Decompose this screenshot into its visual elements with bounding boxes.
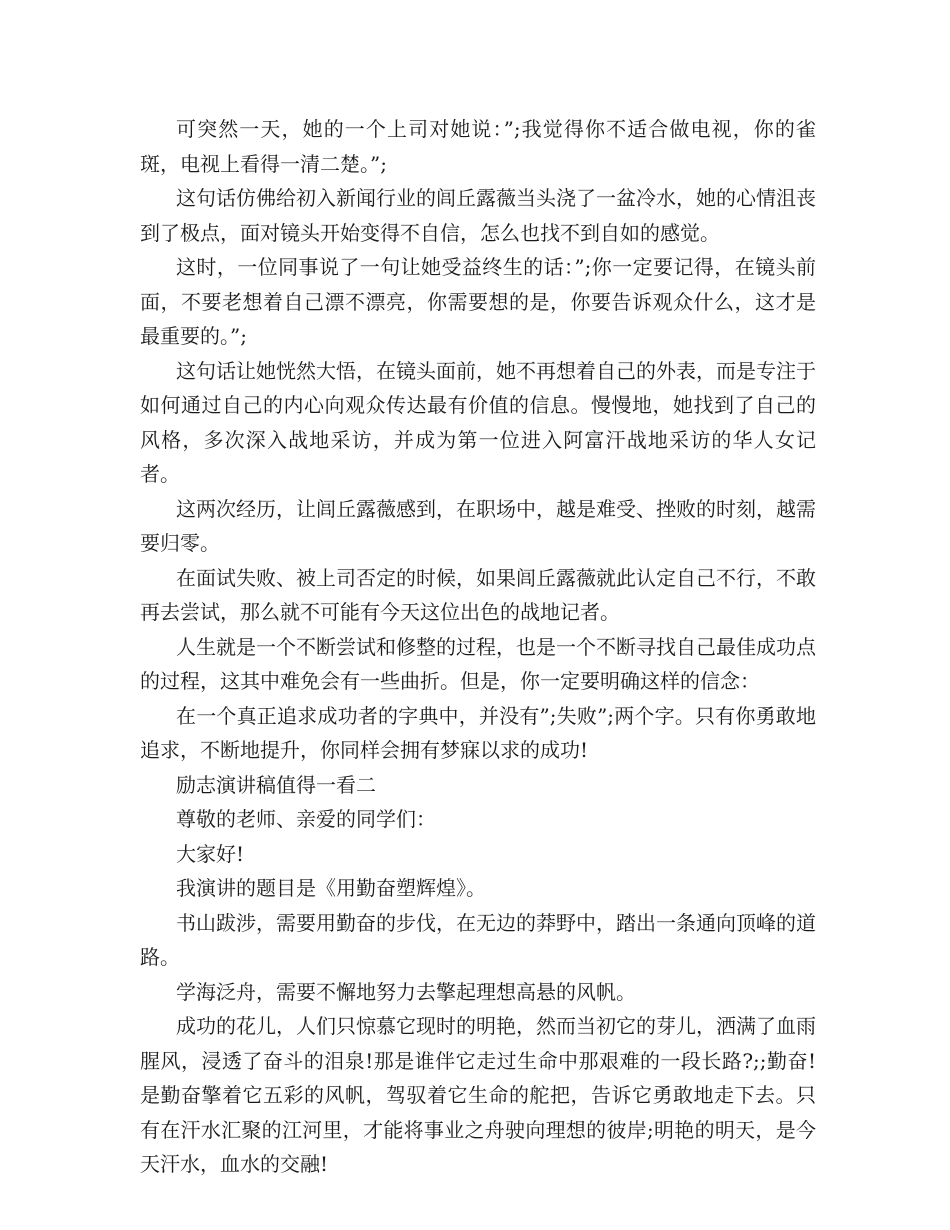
paragraph: 成功的花儿，人们只惊慕它现时的明艳，然而当初它的芽儿，洒满了血雨腥风，浸透了奋斗的泪泉!那是谁伴它走过生命中那艰难的一段长路?;;勤奋!是勤奋擎着它五彩的风帆，驾驭着它生命的舵把，告诉它勇敢地走下去。只有在汗水汇聚的江河里，才能将事业之舟驶向理想的彼岸;明艳的明天，是今天汗水，血水的交融!: [140, 1014, 816, 1176]
paragraph: 这时，一位同事说了一句让她受益终生的话：”;你一定要记得，在镜头前面，不要老想着自己漂不漂亮，你需要想的是，你要告诉观众什么，这才是最重要的。”;: [140, 255, 816, 348]
salutation: 尊敬的老师、亲爱的同学们：: [176, 807, 436, 831]
paragraph: 书山跋涉，需要用勤奋的步伐，在无边的莽野中，踏出一条通向顶峰的道路。: [140, 910, 816, 969]
paragraph: 学海泛舟，需要不懈地努力去擎起理想高悬的风帆。: [176, 979, 636, 1004]
paragraph: 人生就是一个不断尝试和修整的过程，也是一个不断寻找自己最佳成功点的过程，这其中难免会有一些曲折。但是，你一定要明确这样的信念：: [140, 634, 816, 693]
paragraph: 在面试失败、被上司否定的时候，如果闾丘露薇就此认定自己不行，不敢再去尝试，那么就不可能有今天这位出色的战地记者。: [140, 565, 816, 624]
paragraph: 这两次经历，让闾丘露薇感到，在职场中，越是难受、挫败的时刻，越需要归零。: [140, 496, 816, 555]
speech-title-line: 我演讲的题目是《用勤奋塑辉煌》。: [176, 876, 486, 900]
paragraph: 这句话仿佛给初入新闻行业的闾丘露薇当头浇了一盆冷水，她的心情沮丧到了极点，面对镜头开始变得不自信，怎么也找不到自如的感觉。: [140, 186, 816, 245]
greeting: 大家好!: [176, 841, 245, 866]
paragraph: 可突然一天，她的一个上司对她说：”;我觉得你不适合做电视，你的雀斑，电视上看得一清二楚。”;: [140, 117, 816, 176]
paragraph: 这句话让她恍然大悟，在镜头面前，她不再想着自己的外表，而是专注于如何通过自己的内心向观众传达最有价值的信息。慢慢地，她找到了自己的风格，多次深入战地采访，并成为第一位进入阿富汗战地采访的华人女记者。: [140, 358, 816, 486]
section-heading: 励志演讲稿值得一看二: [176, 772, 376, 797]
paragraph: 在一个真正追求成功者的字典中，并没有”;失败”;两个字。只有你勇敢地追求，不断地提升，你同样会拥有梦寐以求的成功!: [140, 703, 816, 762]
document-body: [140, 112, 816, 1182]
